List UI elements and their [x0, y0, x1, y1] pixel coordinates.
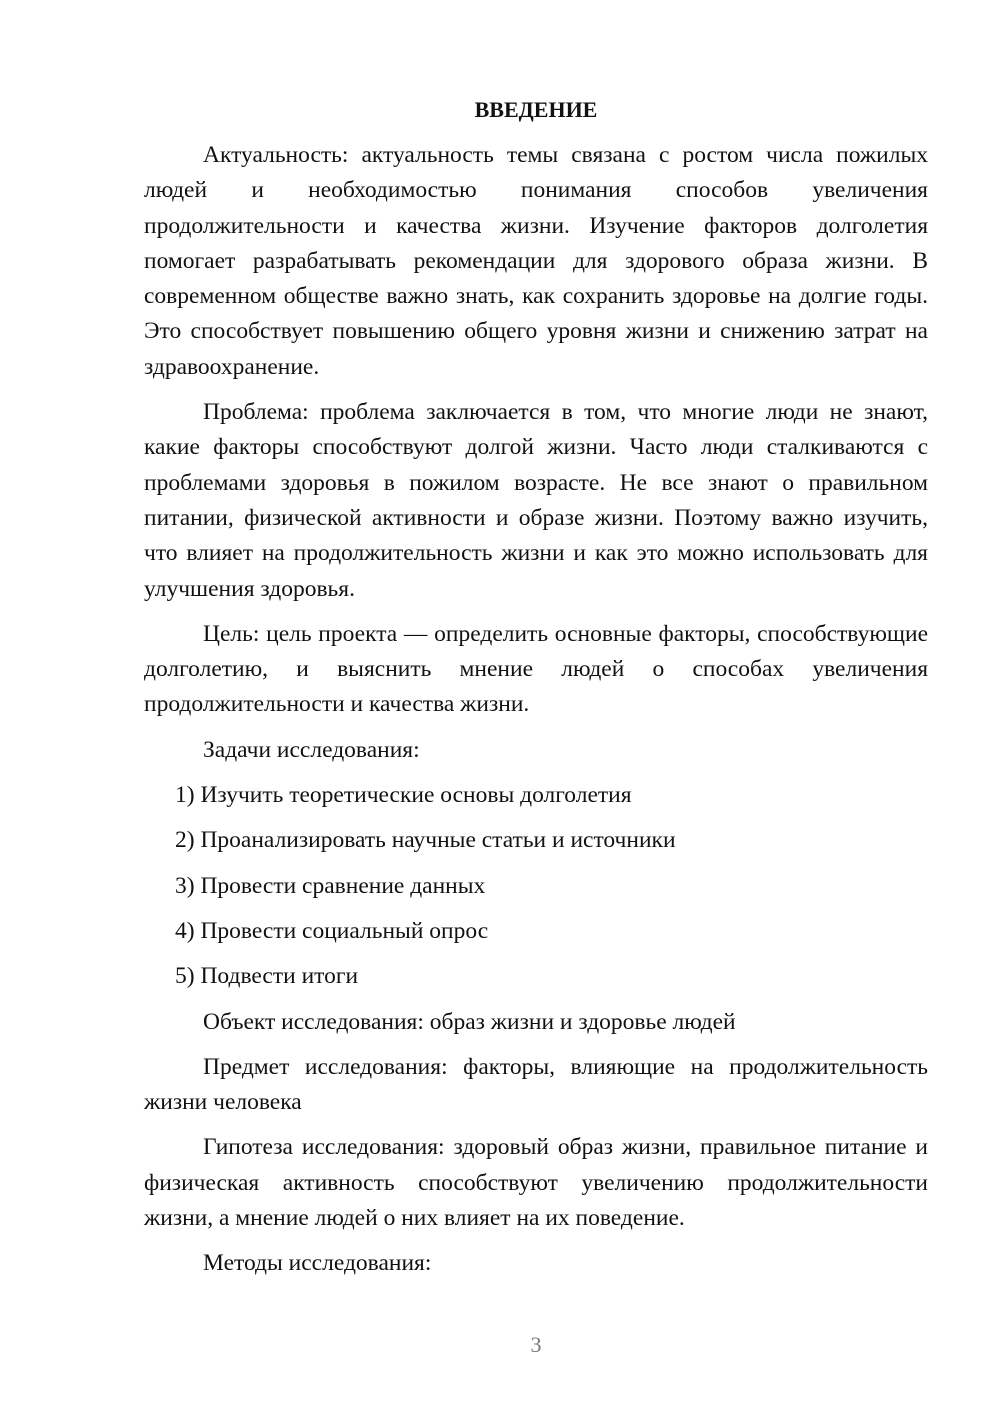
task-item-1: 1) Изучить теоретические основы долголетия — [175, 782, 632, 809]
object-paragraph: Объект исследования: образ жизни и здоровье людей — [203, 1008, 736, 1035]
tasks-heading: Задачи исследования: — [203, 736, 420, 763]
page-content — [144, 92, 928, 1292]
task-item-5: 5) Подвести итоги — [175, 963, 359, 990]
methods-heading: Методы исследования: — [203, 1250, 432, 1277]
hypothesis-paragraph: Гипотеза исследования: здоровый образ жизни, правильное питание и физическая активность способствуют увеличению продолжительности жизни, а мнение людей о них влияет на их поведение. — [144, 1134, 928, 1232]
section-title: ВВЕДЕНИЕ — [474, 97, 598, 122]
tasks-list — [144, 778, 928, 994]
task-item-2: 2) Проанализировать научные статьи и источники — [175, 827, 676, 854]
page-number: 3 — [530, 1332, 542, 1357]
relevance-paragraph: Актуальность: актуальность темы связана с ростом числа пожилых людей и необходимостью понимания способов увеличения продолжительности и качества жизни. Изучение факторов долголетия помогает разрабатывать рекомендации для здорового образа жизни. В современном обществе важно знать, как сохранить здоровье на долгие годы. Это способствует повышению общего уровня жизни и снижению затрат на здравоохранение. — [144, 142, 928, 380]
goal-paragraph: Цель: цель проекта — определить основные факторы, способствующие долголетию, и выяснить мнение людей о способах увеличения продолжительности и качества жизни. — [144, 620, 928, 718]
task-item-3: 3) Провести сравнение данных — [175, 872, 486, 899]
subject-paragraph: Предмет исследования: факторы, влияющие на продолжительность жизни человека — [144, 1053, 928, 1116]
problem-paragraph: Проблема: проблема заключается в том, что многие люди не знают, какие факторы способствуют долгой жизни. Часто люди сталкиваются с проблемами здоровья в пожилом возрасте. Не все знают о правильном питании, физической активности и образе жизни. Поэтому важно изучить, что влияет на продолжительность жизни и как это можно использовать для улучшения здоровья. — [144, 399, 928, 602]
task-item-4: 4) Провести социальный опрос — [175, 917, 489, 944]
